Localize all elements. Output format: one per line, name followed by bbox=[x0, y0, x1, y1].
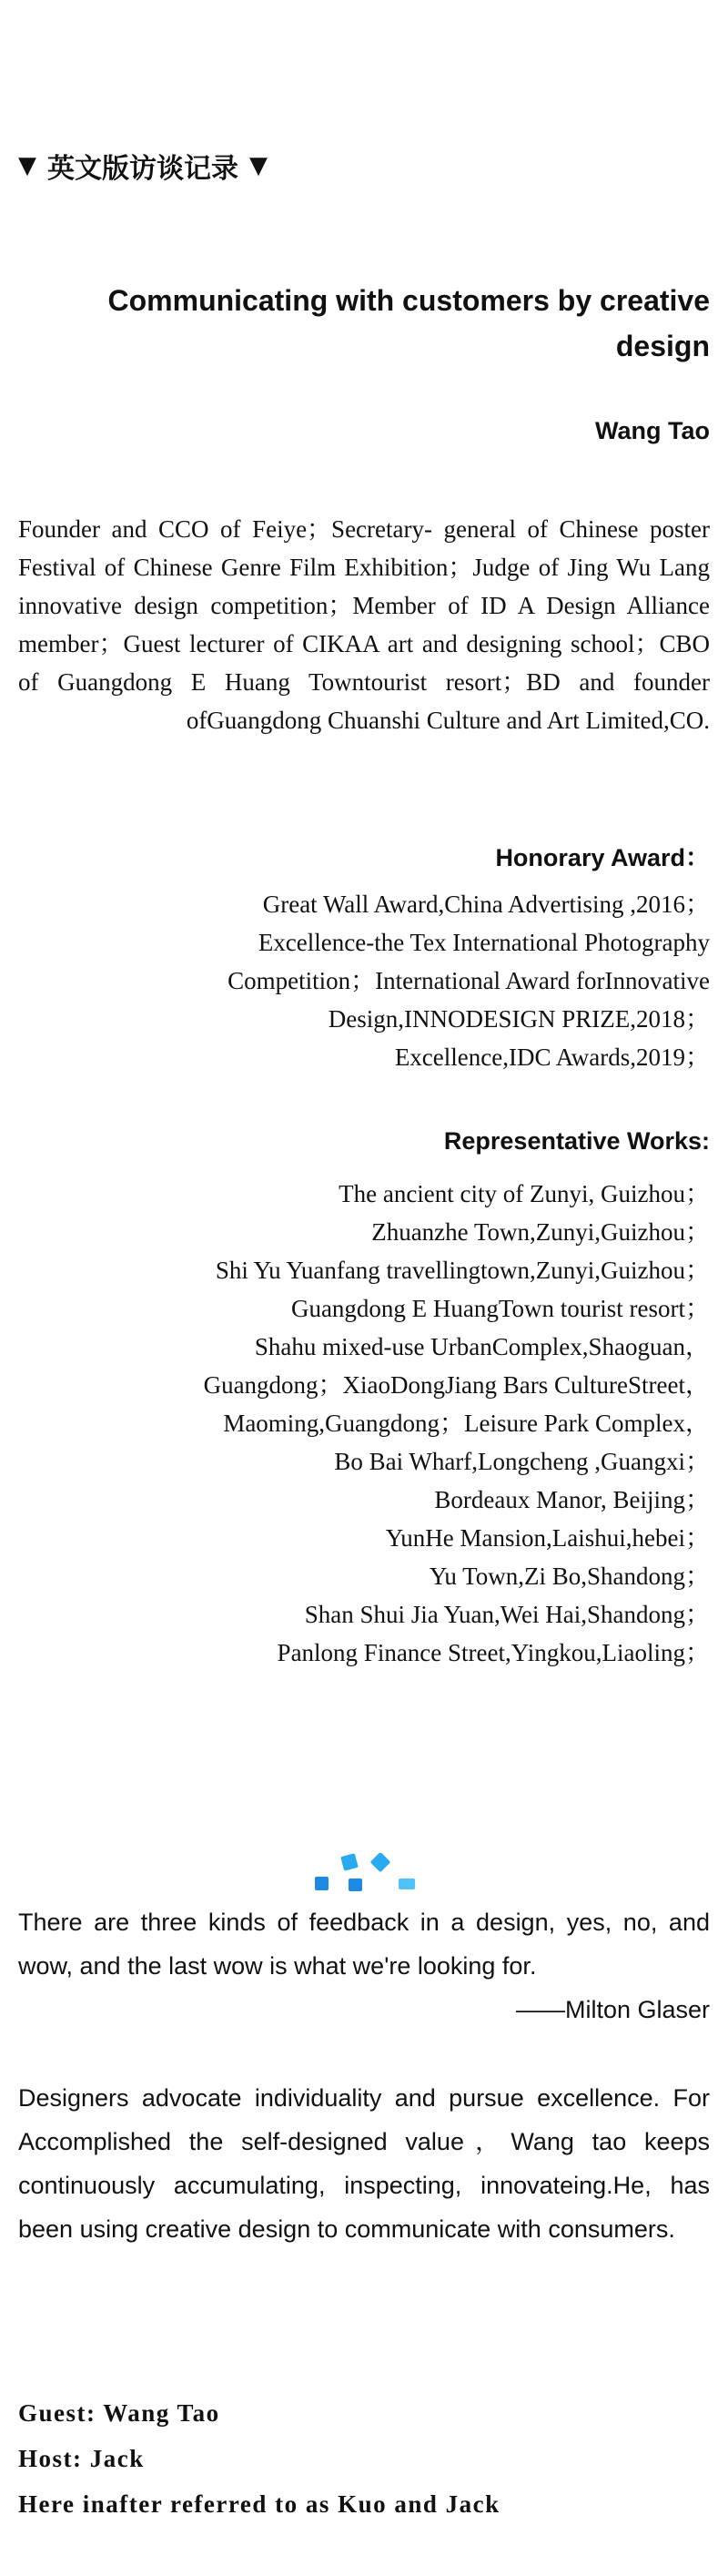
award-line: Great Wall Award,China Advertising ,2016； bbox=[262, 891, 710, 918]
award-line: Excellence-the Tex International Photography bbox=[258, 929, 710, 956]
article-title: Communicating with customers by creative design bbox=[107, 284, 710, 362]
referred-line: Here inafter referred to as Kuo and Jack bbox=[18, 2490, 500, 2518]
author-name: Wang Tao bbox=[595, 417, 710, 444]
credits bbox=[18, 2390, 500, 2527]
work-line: Shi Yu Yuanfang travellingtown,Zunyi,Guizhou； bbox=[215, 1257, 710, 1284]
work-line: Shan Shui Jia Yuan,Wei Hai,Shandong； bbox=[304, 1601, 710, 1628]
awards-list bbox=[164, 885, 710, 1076]
award-line: Design,INNODESIGN PRIZE,2018； bbox=[328, 1005, 710, 1033]
work-line: Bo Bai Wharf,Longcheng ,Guangxi； bbox=[334, 1448, 710, 1475]
work-line: Bordeaux Manor, Beijing； bbox=[434, 1486, 710, 1513]
award-line: Competition；International Award forInnovative bbox=[228, 967, 710, 994]
works-heading: Representative Works: bbox=[443, 1127, 710, 1155]
work-line: Shahu mixed-use UrbanComplex,Shaoguan， bbox=[254, 1333, 710, 1360]
work-line: Guangdong E HuangTown tourist resort； bbox=[290, 1295, 710, 1322]
guest-line: Guest: Wang Tao bbox=[18, 2399, 220, 2427]
work-line: Zhuanzhe Town,Zunyi,Guizhou； bbox=[371, 1218, 710, 1246]
logo-square bbox=[315, 1877, 329, 1890]
work-line: YunHe Mansion,Laishui,hebei； bbox=[385, 1524, 710, 1552]
author-bio: Founder and CCO of Feiye；Secretary- general of Chinese poster Festival of Chinese Genre Film Exhibition；Judge of Jing Wu Lang innovative design competition；Member of ID A Design Alliance member；Guest lecturer of CIKAA art and designing school；CBO of Guangdong E Huang Towntourist resort；BD and founder ofGuangdong Chuanshi Culture and Art Limited,CO. bbox=[18, 515, 710, 734]
section-header bbox=[18, 146, 268, 186]
work-line: Yu Town,Zi Bo,Shandong； bbox=[429, 1563, 710, 1590]
quote-text: There are three kinds of feedback in a design, yes, no, and wow, and the last wow is what we're looking for. bbox=[18, 1909, 710, 1980]
work-line: Panlong Finance Street,Yingkou,Liaoling； bbox=[277, 1639, 710, 1666]
down-triangle-icon: ▼ bbox=[249, 152, 268, 179]
host-line: Host: Jack bbox=[18, 2445, 145, 2472]
logo-square bbox=[340, 1853, 359, 1871]
blue-squares-logo-icon bbox=[311, 1853, 420, 1894]
award-line: Excellence,IDC Awards,2019； bbox=[394, 1044, 710, 1071]
down-triangle-icon: ▼ bbox=[18, 152, 36, 179]
intro-paragraph: Designers advocate individuality and pursue excellence. For Accomplished the self-designed value，Wang tao keeps continuously accumulating, inspecting, innovateing.He, has been using creative design to communicate with consumers. bbox=[18, 2084, 710, 2243]
logo-square bbox=[349, 1879, 362, 1891]
work-line: Guangdong；XiaoDongJiang Bars CultureStreet， bbox=[203, 1371, 710, 1399]
logo-square bbox=[370, 1853, 391, 1872]
works-list bbox=[109, 1175, 710, 1672]
section-header-text: 英文版访谈记录 bbox=[47, 153, 238, 185]
quote-author: ——Milton Glaser bbox=[515, 1996, 710, 2023]
awards-heading: Honorary Award： bbox=[495, 844, 710, 871]
logo-square bbox=[399, 1879, 415, 1889]
work-line: The ancient city of Zunyi, Guizhou； bbox=[339, 1180, 710, 1207]
work-line: Maoming,Guangdong；Leisure Park Complex， bbox=[223, 1410, 710, 1437]
